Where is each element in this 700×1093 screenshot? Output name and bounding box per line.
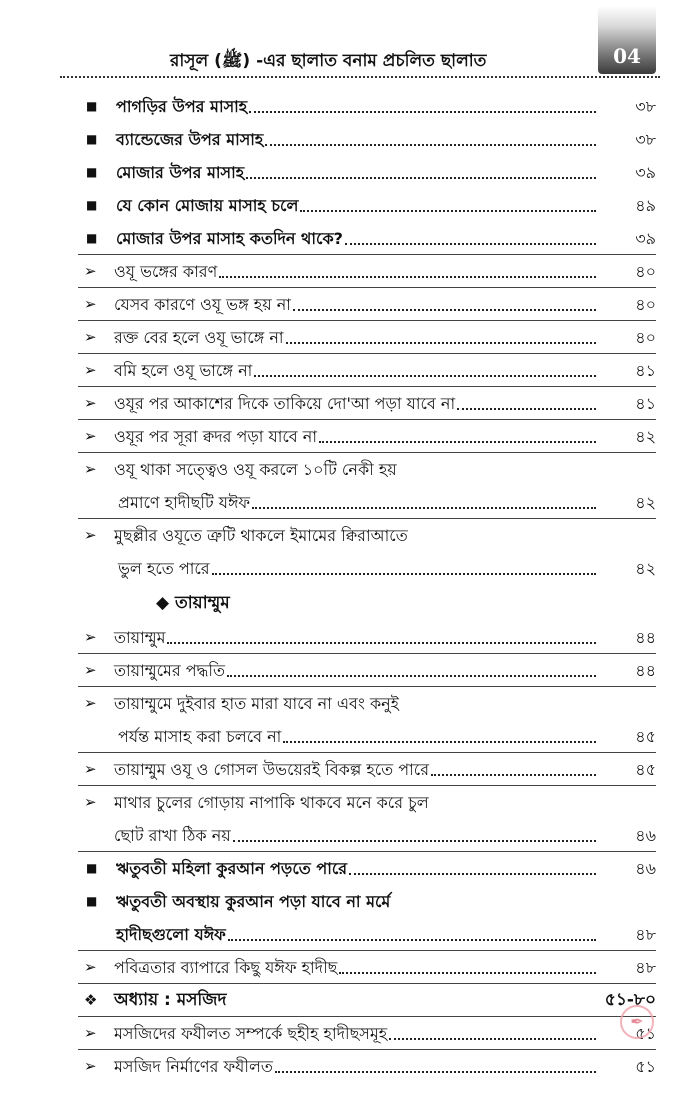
entry-page: ৩৯: [635, 163, 656, 182]
leader-dots: [219, 276, 596, 278]
toc-entry[interactable]: [84, 288, 656, 321]
leader-dots: [293, 309, 596, 311]
toc-entry[interactable]: [84, 1050, 656, 1083]
entry-page: ৪০: [635, 262, 656, 281]
entry-text-line2: ভুল হতে পারে: [118, 559, 210, 578]
toc-entry[interactable]: [84, 420, 656, 453]
section-heading[interactable]: [84, 585, 656, 621]
leader-dots: [212, 573, 596, 575]
running-title: রাসূল (ﷺ) -এর ছালাত বনাম প্রচলিত ছালাত: [170, 51, 487, 71]
entry-page: ৪২: [635, 559, 656, 578]
entry-text: ওযূর পর আকাশের দিকে তাকিয়ে দো'আ পড়া যাবে না: [114, 394, 456, 413]
entry-text: মসজিদের ফযীলত সম্পর্কে ছহীহ হাদীছসমূহ: [114, 1024, 388, 1043]
entry-page: ৪৫: [635, 727, 656, 746]
entry-text: ঋতুবতী মহিলা কুরআন পড়তে পারে: [116, 859, 348, 878]
leader-dots: [252, 507, 596, 509]
entry-text-line1: তায়াম্মুমে দুইবার হাত মারা যাবে না এবং কনুই: [114, 694, 400, 713]
toc-entry[interactable]: [84, 156, 656, 189]
entry-text: রক্ত বের হলে ওযূ ভাঙ্গে না: [114, 328, 284, 347]
arrow-bullet-icon: ➢: [84, 295, 97, 313]
toc-entry[interactable]: [84, 621, 656, 654]
leader-dots: [286, 342, 596, 344]
entry-page: ৪১: [635, 394, 656, 413]
toc-entry[interactable]: [84, 354, 656, 387]
square-bullet-icon: ■: [86, 861, 98, 875]
entry-page: ৪১: [635, 361, 656, 380]
leader-dots: [339, 972, 596, 974]
toc-entry[interactable]: [84, 786, 656, 852]
leader-dots: [457, 408, 596, 410]
arrow-bullet-icon: ➢: [84, 694, 97, 712]
arrow-bullet-icon: ➢: [84, 958, 97, 976]
leader-dots: [431, 774, 596, 776]
page-number-tab: [598, 6, 656, 74]
toc-entry[interactable]: [84, 1017, 656, 1050]
section-title: তায়াম্মুম: [175, 593, 230, 613]
leader-dots: [389, 1038, 596, 1040]
page-number: 04: [613, 44, 641, 68]
chapter-entry[interactable]: [84, 984, 656, 1017]
entry-page: ৩৯: [635, 229, 656, 248]
arrow-bullet-icon: ➢: [84, 361, 97, 379]
entry-text: মোজার উপর মাসাহ: [116, 163, 245, 182]
toc-entry[interactable]: [84, 951, 656, 984]
entry-text: মসজিদ নির্মাণের ফযীলত: [114, 1057, 273, 1076]
arrow-bullet-icon: ➢: [84, 394, 97, 412]
entry-text-line1: মুছল্লীর ওযূতে ত্রুটি থাকলে ইমামের ক্বিরাআতে: [114, 526, 408, 545]
entry-page: ৫১: [635, 1057, 656, 1076]
square-bullet-icon: ■: [86, 99, 98, 113]
toc-entry[interactable]: [84, 687, 656, 753]
entry-text-line2: পর্যন্ত মাসাহ করা চলবে না: [118, 727, 282, 746]
entry-page: ৫১: [635, 1024, 656, 1043]
header-dotted-rule: [60, 76, 660, 78]
arrow-bullet-icon: ➢: [84, 460, 97, 478]
feather-logo-icon: ✒: [620, 1005, 654, 1039]
entry-text: ওযূ ভঙ্গের কারণ: [114, 262, 218, 281]
leader-dots: [349, 873, 596, 875]
arrow-bullet-icon: ➢: [84, 526, 97, 544]
leader-dots: [319, 441, 596, 443]
entry-page: ৪৮: [635, 958, 656, 977]
arrow-bullet-icon: ➢: [84, 262, 97, 280]
arrow-bullet-icon: ➢: [84, 1024, 97, 1042]
entry-text-line2: ছোট রাখা ঠিক নয়: [114, 826, 231, 845]
toc-entry[interactable]: [84, 654, 656, 687]
square-bullet-icon: ■: [86, 231, 98, 245]
entry-text: ওযূর পর সূরা ক্বদর পড়া যাবে না: [114, 427, 317, 446]
square-bullet-icon: ■: [86, 165, 98, 179]
square-bullet-icon: ■: [86, 132, 98, 146]
leader-dots: [233, 840, 596, 842]
diamond-bullet-icon: ◆: [156, 593, 170, 613]
entry-text-line1: ওযূ থাকা সত্ত্বেও ওযূ করলে ১০টি নেকী হয়: [114, 460, 397, 479]
leader-dots: [254, 375, 596, 377]
arrow-bullet-icon: ➢: [84, 328, 97, 346]
entry-page: ৪৪: [635, 661, 656, 680]
chapter-bullet-icon: ❖: [84, 991, 98, 1009]
leader-dots: [283, 741, 596, 743]
leader-dots: [227, 675, 596, 677]
leader-dots: [345, 243, 596, 245]
entry-text: তায়াম্মুমের পদ্ধতি: [114, 661, 225, 680]
leader-dots: [300, 210, 596, 212]
entry-page: ৪৪: [635, 628, 656, 647]
entry-text: তায়াম্মুম ওযূ ও গোসল উভয়েরই বিকল্প হতে পারে: [114, 760, 429, 779]
entry-page: ৪২: [635, 427, 656, 446]
leader-dots: [228, 939, 596, 941]
toc-entry[interactable]: [84, 387, 656, 420]
leader-dots: [249, 111, 596, 113]
toc-entry[interactable]: [84, 753, 656, 786]
entry-text-line2: প্রমাণে হাদীছটি যঈফ: [118, 493, 251, 512]
arrow-bullet-icon: ➢: [84, 760, 97, 778]
entry-text: যে কোন মোজায় মাসাহ চলে: [116, 196, 299, 215]
chapter-pages: ৫১-৮০: [604, 990, 656, 1010]
arrow-bullet-icon: ➢: [84, 1057, 97, 1075]
toc-entry[interactable]: [84, 222, 656, 255]
arrow-bullet-icon: ➢: [84, 427, 97, 445]
entry-page: ৩৮: [635, 130, 656, 149]
entry-text: ব্যান্ডেজের উপর মাসাহ: [116, 130, 264, 149]
entry-text: যেসব কারণে ওযূ ভঙ্গ হয় না: [114, 295, 291, 314]
page-header: [0, 0, 700, 80]
toc-entry[interactable]: [84, 123, 656, 156]
leader-dots: [265, 144, 596, 146]
entry-text: তায়াম্মুম: [114, 628, 166, 647]
leader-dots: [246, 177, 596, 179]
entry-page: ৪৯: [635, 196, 656, 215]
toc-entry[interactable]: [84, 885, 656, 951]
entry-page: ৩৮: [635, 97, 656, 116]
toc-entry[interactable]: [84, 321, 656, 354]
toc-entry[interactable]: [84, 519, 656, 585]
square-bullet-icon: ■: [86, 198, 98, 212]
entry-text-line1: মাথার চুলের গোড়ায় নাপাকি থাকবে মনে করে চুল: [114, 793, 429, 812]
square-bullet-icon: ■: [86, 894, 98, 908]
entry-page: ৪৬: [635, 826, 656, 845]
leader-dots: [275, 1071, 596, 1073]
entry-text-line1: ঋতুবতী অবস্থায় কুরআন পড়া যাবে না মর্মে: [116, 892, 391, 911]
entry-page: ৪০: [635, 328, 656, 347]
leader-dots: [167, 642, 596, 644]
entry-text: বমি হলে ওযূ ভাঙ্গে না: [114, 361, 253, 380]
toc-entry[interactable]: [84, 189, 656, 222]
entry-text: মোজার উপর মাসাহ কতদিন থাকে?: [116, 229, 343, 248]
entry-text: পাগড়ির উপর মাসাহ: [116, 97, 248, 116]
toc-entry[interactable]: [84, 90, 656, 123]
entry-page: ৪০: [635, 295, 656, 314]
entry-page: ৪৫: [635, 760, 656, 779]
chapter-title: অধ্যায় : মসজিদ: [114, 990, 227, 1010]
entry-text-line2: হাদীছগুলো যঈফ: [116, 925, 226, 944]
entry-page: ৪২: [635, 493, 656, 512]
arrow-bullet-icon: ➢: [84, 628, 97, 646]
toc-entry[interactable]: [84, 852, 656, 885]
arrow-bullet-icon: ➢: [84, 793, 97, 811]
entry-page: ৪৬: [635, 859, 656, 878]
toc-entry[interactable]: [84, 453, 656, 519]
entry-text: পবিত্রতার ব্যাপারে কিছু যঈফ হাদীছ: [114, 958, 338, 977]
table-of-contents: [84, 90, 656, 1083]
entry-page: ৪৮: [635, 925, 656, 944]
arrow-bullet-icon: ➢: [84, 661, 97, 679]
toc-entry[interactable]: [84, 255, 656, 288]
